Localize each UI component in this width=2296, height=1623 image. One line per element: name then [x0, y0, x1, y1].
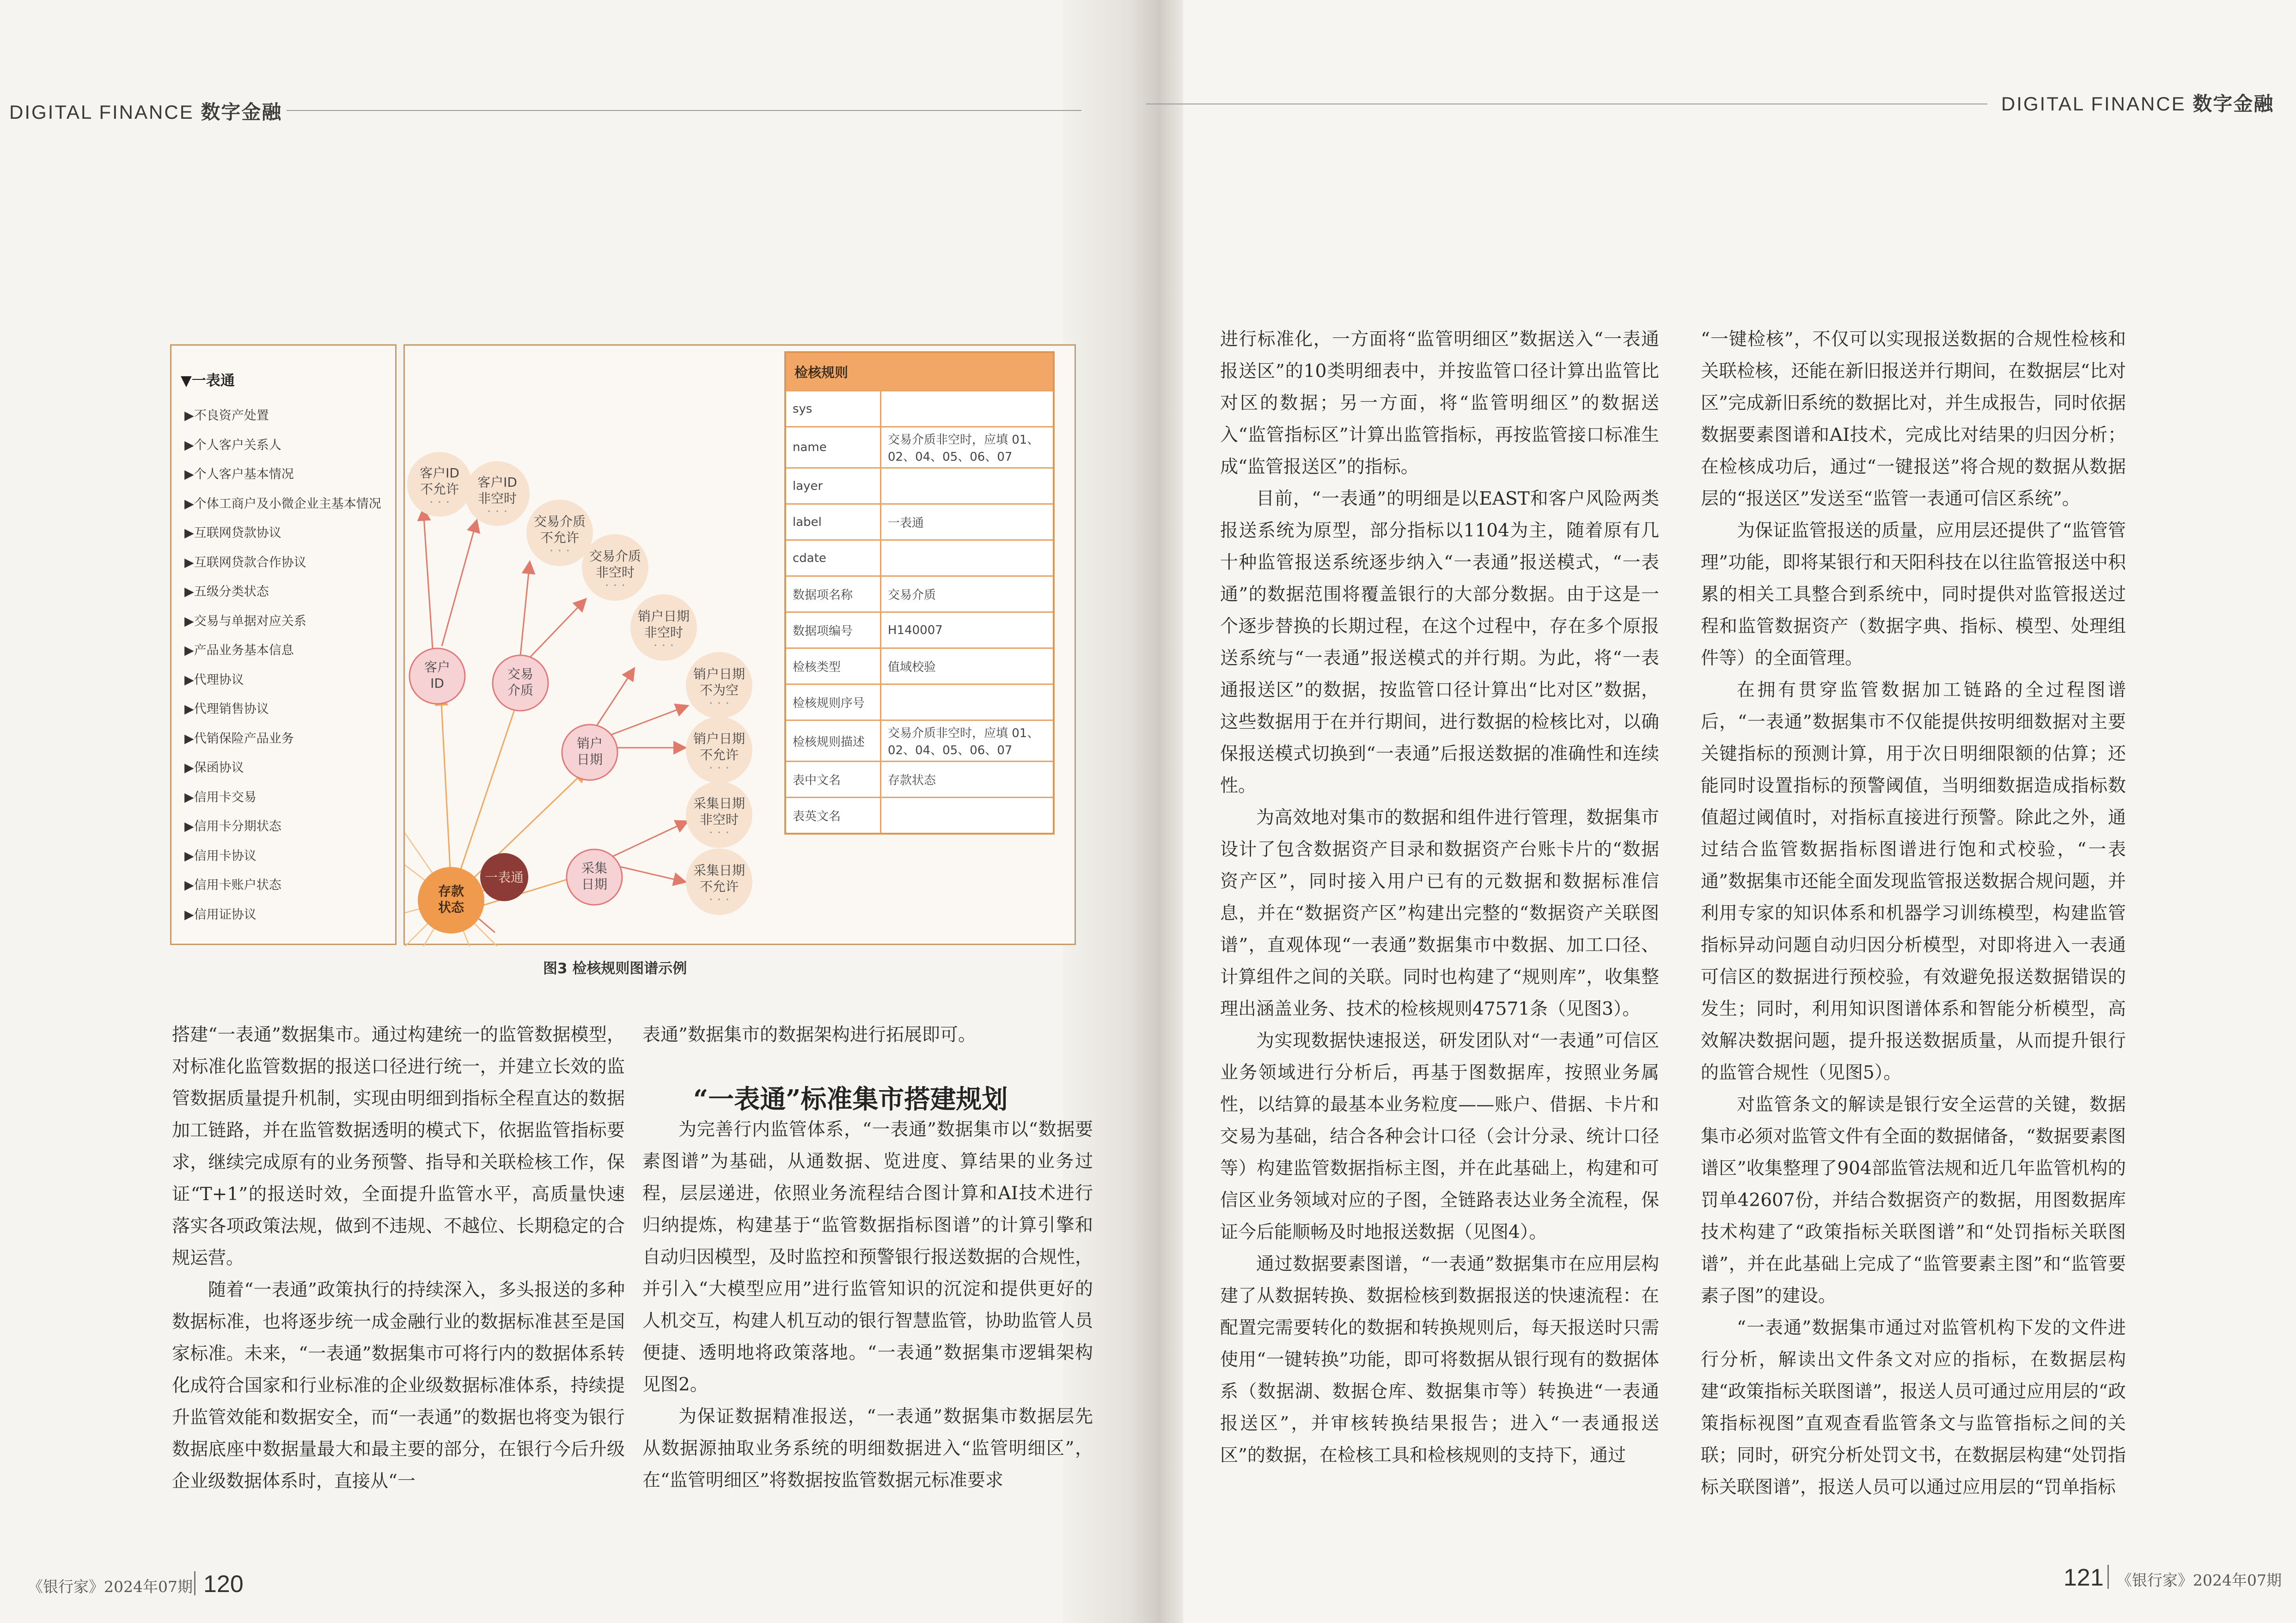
node-xiaohu-riqi-text: 日期	[576, 752, 603, 767]
rule-value	[881, 468, 1054, 504]
node-xiaohu-feikong-text: 销户日期	[637, 609, 690, 624]
node-jiaoyi-jiezhi-feikong[interactable]	[582, 534, 648, 601]
node-jiaoyi-jiezhi[interactable]	[493, 655, 548, 711]
tree-item[interactable]: ▶代理协议	[184, 672, 244, 687]
left-col2-first-line: 表通”数据集市的数据架构进行拓展即可。	[642, 1025, 976, 1045]
rule-row	[785, 648, 1054, 684]
node-caiji-feikong-text: 非空时	[699, 812, 739, 827]
right-page-number: 121	[2064, 1564, 2104, 1591]
left-footer-divider	[194, 1571, 195, 1595]
figure-caption: 图3 检核规则图谱示例	[543, 960, 687, 977]
node-jiaoyi-jiezhi-text: 交易	[507, 666, 534, 682]
node-kehu-id-feikong[interactable]	[465, 461, 530, 526]
node-kehu-id[interactable]	[409, 648, 465, 704]
rule-key: label	[785, 504, 881, 540]
tree-panel	[170, 344, 397, 945]
node-jiaoyi-jiezhi-bu-yunxu-text: 交易介质	[533, 514, 586, 529]
rule-key: 数据项编号	[785, 612, 881, 648]
rule-value: 交易介质非空时，应填 01、02、04、05、06、07	[881, 720, 1054, 762]
tree-item[interactable]: ▶个人客户基本情况	[184, 467, 294, 482]
paragraph: “一表通”数据集市通过对监管机构下发的文件进行分析，解读出文件条文对应的指标，在数据层构建“政策指标关联图谱”，报送人员可通过应用层的“政策指标视图”直观查看监管条文与监管指标之间的关联；同时，研究分析处罚文书，在数据层构建“处罚指标关联图谱”，报送人员可以通过应用层的“罚单指标	[1701, 1318, 2126, 1498]
rule-value: 交易介质非空时，应填 01、02、04、05、06、07	[881, 427, 1054, 468]
paragraph: 为实现数据快速报送，研发团队对“一表通”可信区业务领域进行分析后，再基于图数据库，按照业务属性，以结算的最基本业务粒度——账户、借据、卡片和交易为基础，结合各种会计口径（会计分录、统计口径等）构建监管数据指标主图，并在此基础上，构建和可信区业务领域对应的子图，全链路表达业务全流程，保证今后能顺畅及时地报送数据（见图4）。	[1220, 1031, 1659, 1243]
paragraph: 为保证监管报送的质量，应用层还提供了“监管管理”功能，即将某银行和天阳科技在以往监管报送中积累的相关工具整合到系统中，同时提供对监管报送过程和监管数据资产（数据字典、指标、模型、处理组件等）的全面管理。	[1701, 520, 2126, 669]
node-caiji-feikong-text: 采集日期	[693, 796, 745, 811]
left-page-number: 120	[203, 1571, 244, 1598]
tree-item[interactable]: ▶信用卡交易	[184, 790, 256, 805]
node-caiji-feikong-text: · · ·	[708, 825, 730, 840]
right-column-1	[1220, 323, 1659, 1516]
tree-item[interactable]: ▶保函协议	[184, 761, 244, 775]
rule-detail-table	[784, 351, 1055, 835]
paragraph: 搭建“一表通”数据集市。通过构建统一的监管数据模型，对标准化监管数据的报送口径进行统一，并建立长效的监管数据质量提升机制，实现由明细到指标全程直达的数据加工链路，并在监管数据透明的模式下，依据监管指标要求，继续完成原有的业务预警、指导和关联检核工作，保证“T+1”的报送时效，全面提升监管水平，高质量快速落实各项政策法规，做到不违规、不越位、长期稳定的合规运营。	[172, 1025, 625, 1269]
node-kehu-id-feikong-text: 非空时	[477, 491, 517, 506]
rule-value: 一表通	[881, 504, 1054, 540]
node-caiji-feikong[interactable]	[686, 781, 752, 848]
rule-value: 交易介质	[881, 576, 1054, 612]
rule-key: 表英文名	[785, 798, 881, 834]
paragraph: 对监管条文的解读是银行安全运营的关键，数据集市必须对监管文件有全面的数据储备，“数据要素图谱区”收集整理了904部监管法规和近几年监管机构的罚单42607份，并结合数据资产的数据，用图数据库技术构建了“政策指标关联图谱”和“处罚指标关联图谱”，并在此基础上完成了“监管要素主图”和“监管要素子图”的建设。	[1701, 1094, 2126, 1306]
node-kehu-id-text: ID	[430, 676, 444, 691]
rule-row	[785, 798, 1054, 834]
rule-key: 检核规则描述	[785, 720, 881, 762]
rule-key: 检核规则序号	[785, 684, 881, 720]
node-xiaohu-buweikong-text: 销户日期	[693, 666, 745, 682]
node-xiaohu-feikong-text: · · ·	[653, 638, 674, 653]
node-kehu-id-feikong-text: · · ·	[487, 504, 508, 519]
node-xiaohu-bu-yunxu-text: 不允许	[699, 747, 739, 763]
rule-row	[785, 391, 1054, 427]
rule-row	[785, 720, 1054, 762]
left-header-rule	[287, 110, 1081, 111]
rule-value	[881, 391, 1054, 427]
node-caiji-riqi-text: 采集	[581, 860, 608, 876]
paragraph: 进行标准化，一方面将“监管明细区”数据送入“一表通报送区”的10类明细表中，并按监管口径计算出监管比对区的数据；另一方面，将“监管明细区”的数据送入“监管指标区”计算出监管指标，再按监管接口标准生成“监管报送区”的指标。	[1220, 329, 1659, 477]
node-kehu-id-feikong-text: 客户ID	[477, 475, 517, 490]
rule-key: 表中文名	[785, 762, 881, 798]
left-column-1	[172, 1019, 625, 1527]
node-kehu-id-bu-yunxu-label	[420, 465, 459, 481]
right-footer-divider	[2107, 1565, 2109, 1589]
node-kehu-id-bu-yunxu-text: · · ·	[429, 494, 450, 510]
node-jiaoyi-jiezhi-bu-yunxu-text: 不允许	[540, 530, 580, 545]
node-kehu-id-text: 客户	[424, 659, 451, 675]
node-xiaohu-bu-yunxu[interactable]	[686, 717, 752, 783]
rule-table-title: 检核规则	[785, 352, 1054, 391]
rule-value	[881, 798, 1054, 834]
tree-item[interactable]: ▶信用卡分期状态	[184, 819, 281, 834]
rule-key: name	[785, 427, 881, 468]
paragraph: 随着“一表通”政策执行的持续深入，多头报送的多种数据标准，也将逐步统一成金融行业的数据标准甚至是国家标准。未来，“一表通”数据集市可将行内的数据体系转化成符合国家和行业标准的企业级数据标准体系，持续提升监管效能和数据安全，而“一表通”的数据也将变为银行数据底座中数据量最大和最主要的部分，在银行今后升级企业级数据体系时，直接从“一	[172, 1280, 625, 1492]
paragraph: 通过数据要素图谱，“一表通”数据集市在应用层构建了从数据转换、数据检核到数据报送的快速流程：在配置完需要转化的数据和转换规则后，每天报送时只需使用“一键转换”功能，即可将数据从银行现有的数据体系（数据湖、数据仓库、数据集市等）转换进“一表通报送区”，并审核转换结果报告；进入“一表通报送区”的数据，在检核工具和检核规则的支持下，通过	[1220, 1254, 1659, 1466]
rule-value: 值域校验	[881, 648, 1054, 684]
rule-value	[881, 684, 1054, 720]
rule-row	[785, 576, 1054, 612]
tree-item[interactable]: ▶个人客户关系人	[184, 438, 281, 452]
node-kehu-id-bu-yunxu-text: 客户ID	[420, 465, 459, 481]
rule-key: layer	[785, 468, 881, 504]
tree-item[interactable]: ▶不良资产处置	[184, 409, 269, 423]
rule-row	[785, 762, 1054, 798]
right-footer-magazine: 《银行家》2024年07期	[2117, 1571, 2282, 1589]
node-center-cunkuan-zhuangtai-text: 存款	[438, 884, 464, 899]
node-xiaohu-riqi-text: 销户	[576, 736, 603, 751]
tree-item[interactable]: ▶信用卡账户状态	[184, 878, 281, 892]
left-column-2	[642, 1114, 1093, 1511]
node-jiaoyi-jiezhi-bu-yunxu-text: · · ·	[549, 543, 570, 558]
node-jiaoyi-jiezhi-bu-yunxu[interactable]	[526, 500, 593, 566]
node-jiaoyi-jiezhi-feikong-text: 交易介质	[589, 549, 641, 564]
tree-item[interactable]: ▶互联网贷款协议	[184, 526, 281, 540]
node-xiaohu-buweikong-text: 不为空	[699, 683, 739, 698]
node-jiaoyi-jiezhi-text: 介质	[507, 683, 534, 698]
node-kehu-id-bu-yunxu-text: 不允许	[420, 482, 459, 497]
tree-item[interactable]: ▶代销保险产品业务	[184, 731, 294, 746]
node-xiaohu-feikong[interactable]	[630, 594, 697, 661]
rule-row	[785, 427, 1054, 468]
rule-value: 存款状态	[881, 762, 1054, 798]
tree-item[interactable]: ▶互联网贷款合作协议	[184, 555, 306, 570]
tree-list	[184, 401, 381, 929]
node-xiaohu-buweikong-text: · · ·	[708, 696, 730, 711]
paragraph: 为高效地对集市的数据和组件进行管理，数据集市设计了包含数据资产目录和数据资产台账卡片的“数据资产区”，同时接入用户已有的元数据和数据标准信息，并在“数据资产区”构建出完整的“数据资产关联图谱”，直观体现“一表通”数据集市中数据、加工口径、计算组件之间的关联。同时也构建了“规则库”，收集整理出涵盖业务、技术的检核规则47571条（见图3）。	[1220, 807, 1659, 1019]
right-header: DIGITAL FINANCE 数字金融	[2001, 92, 2274, 115]
rule-value	[881, 540, 1054, 576]
node-center-cunkuan-zhuangtai-text: 状态	[438, 900, 464, 915]
node-jiaoyi-jiezhi-feikong-text: 非空时	[595, 565, 635, 580]
node-caiji-bu-yunxu[interactable]	[686, 848, 752, 915]
left-header: DIGITAL FINANCE 数字金融	[9, 101, 282, 123]
node-kehu-id-bu-yunxu[interactable]	[407, 452, 472, 517]
node-xiaohu-feikong-text: 非空时	[644, 625, 684, 640]
section-title: “一表通”标准集市搭建规划	[693, 1084, 1008, 1115]
tree-item[interactable]: ▶信用卡协议	[184, 848, 256, 863]
tree-title[interactable]: ▼一表通	[181, 372, 235, 389]
node-jiaoyi-jiezhi-feikong-text: · · ·	[605, 578, 626, 593]
paragraph: 在拥有贯穿监管数据加工链路的全过程图谱后，“一表通”数据集市不仅能提供按明细数据对主要关键指标的预测计算，用于次日明细限额的估算；还能同时设置指标的预警阈值，当明细数据造成指标数值超过阈值时，对指标直接进行预警。除此之外，通过结合监管数据指标图谱进行饱和式校验，“一表通”数据集市还能全面发现监管报送数据合规问题，并利用专家的知识体系和机器学习训练模型，构建监管指标异动问题自动归因分析模型，对即将进入一表通可信区的数据进行预校验，有效避免报送数据错误的发生；同时，利用知识图谱体系和智能分析模型，高效解决数据问题，提升报送数据质量，从而提升银行的监管合规性（见图5）。	[1701, 680, 2126, 1083]
node-caiji-bu-yunxu-text: · · ·	[708, 892, 730, 907]
left-footer-magazine: 《银行家》2024年07期	[28, 1578, 193, 1596]
rule-key: 数据项名称	[785, 576, 881, 612]
paragraph: “一键检核”，不仅可以实现报送数据的合规性检核和关联检核，还能在新旧报送并行期间，在数据层“比对区”完成新旧系统的数据比对，并生成报告，同时依据数据要素图谱和AI技术，完成比对结果的归因分析；在检核成功后，通过“一键报送”将合规的数据从数据层的“报送区”发送至“监管一表通可信区系统”。	[1701, 329, 2126, 509]
tree-item[interactable]: ▶个体工商户及小微企业主基本情况	[184, 496, 381, 511]
node-xiaohu-bu-yunxu-text: 销户日期	[693, 731, 745, 746]
tree-item[interactable]: ▶交易与单据对应关系	[184, 614, 306, 628]
node-yibiaotong[interactable]	[480, 853, 528, 901]
rule-row	[785, 684, 1054, 720]
node-yibiaotong-text: 一表通	[484, 870, 524, 885]
rule-row	[785, 468, 1054, 504]
node-caiji-bu-yunxu-text: 采集日期	[693, 863, 745, 878]
tree-item[interactable]: ▶代理销售协议	[184, 702, 269, 716]
rule-row	[785, 504, 1054, 540]
node-caiji-riqi[interactable]	[567, 849, 622, 905]
node-caiji-riqi-text: 日期	[581, 877, 608, 892]
rule-row	[785, 540, 1054, 576]
node-xiaohu-bu-yunxu-text: · · ·	[708, 760, 730, 775]
rule-key: sys	[785, 391, 881, 427]
tree-item[interactable]: ▶五级分类状态	[184, 585, 269, 599]
tree-item[interactable]: ▶信用证协议	[184, 907, 256, 922]
node-xiaohu-riqi[interactable]	[562, 725, 617, 780]
right-column-2	[1701, 323, 2126, 1516]
node-xiaohu-buweikong[interactable]	[686, 652, 752, 719]
paragraph: 为完善行内监管体系，“一表通”数据集市以“数据要素图谱”为基础，从通数据、览进度、算结果的业务过程，层层递进，依照业务流程结合图计算和AI技术进行归纳提炼，构建基于“监管数据指标图谱”的计算引擎和自动归因模型，及时监控和预警银行报送数据的合规性，并引入“大模型应用”进行监管知识的沉淀和提供更好的人机交互，构建人机互动的银行智慧监管，协助监管人员便捷、透明地将政策落地。“一表通”数据集市逻辑架构见图2。	[642, 1119, 1093, 1395]
rule-key: cdate	[785, 540, 881, 576]
node-caiji-bu-yunxu-text: 不允许	[699, 879, 739, 894]
paragraph: 为保证数据精准报送，“一表通”数据集市数据层先从数据源抽取业务系统的明细数据进入“监管明细区”，在“监管明细区”将数据按监管数据元标准要求	[642, 1406, 1093, 1491]
rule-row	[785, 612, 1054, 648]
rule-value: H140007	[881, 612, 1054, 648]
left-column-2-top	[642, 1019, 1093, 1051]
node-center-cunkuan-zhuangtai[interactable]	[418, 867, 484, 934]
paragraph: 目前，“一表通”的明细是以EAST和客户风险两类报送系统为原型，部分指标以1104为主，随着原有几十种监管报送系统逐步纳入“一表通”报送模式，“一表通”的数据范围将覆盖银行的大部分数据。由于这是一个逐步替换的长期过程，在这个过程中，存在多个原报送系统与“一表通”报送模式的并行期。为此，将“一表通报送区”的数据，按监管口径计算出“比对区”数据，这些数据用于在并行期间，进行数据的检核比对，以确保报送模式切换到“一表通”后报送数据的准确性和连续性。	[1220, 488, 1659, 796]
rule-key: 检核类型	[785, 648, 881, 684]
tree-item[interactable]: ▶产品业务基本信息	[184, 643, 294, 658]
